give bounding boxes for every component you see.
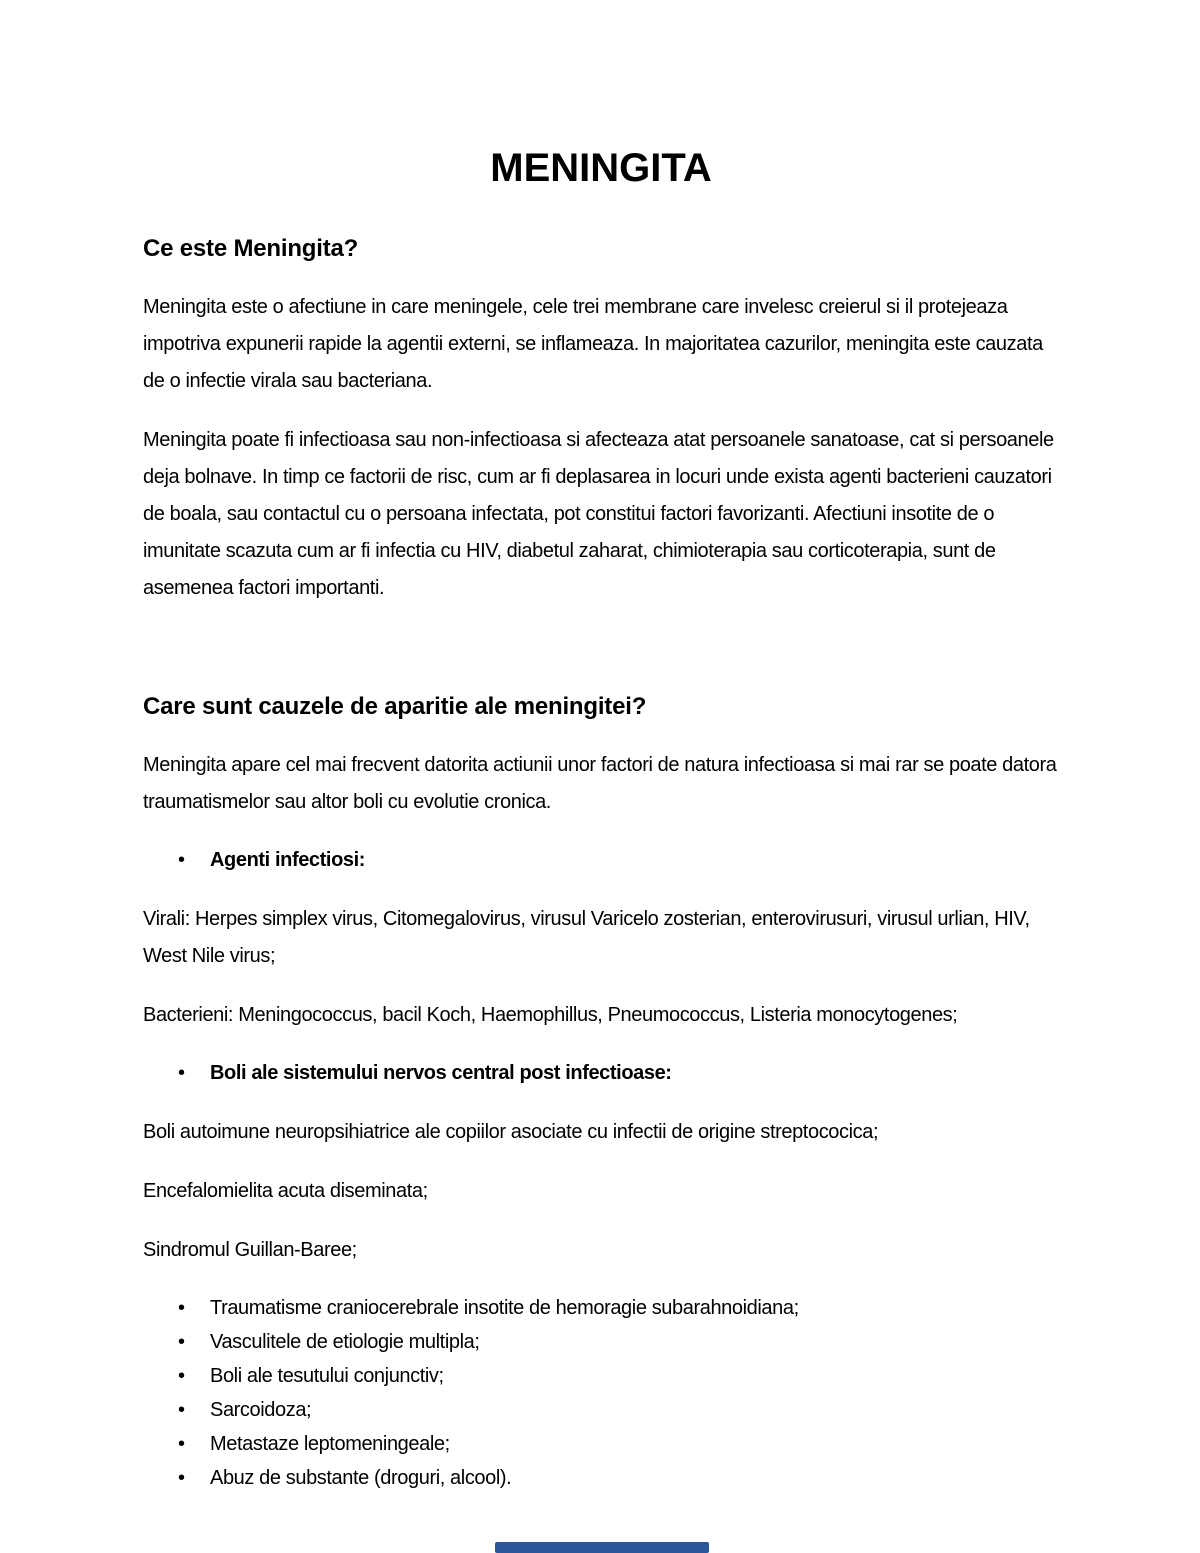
- document-content: [143, 146, 1059, 1495]
- bullet-icon: •: [178, 1062, 186, 1084]
- bullet-icon: •: [178, 1467, 185, 1489]
- paragraph-autoimmune-diseases: Boli autoimune neuropsihiatrice ale copiilor asociate cu infectii de origine streptococica;: [143, 1121, 879, 1143]
- list-item-text: Boli ale tesutului conjunctiv;: [210, 1365, 444, 1387]
- paragraph-bacterial-agents: Bacterieni: Meningococcus, bacil Koch, Haemophillus, Pneumococcus, Listeria monocytogenes;: [143, 1004, 958, 1026]
- paragraph-causes-intro: Meningita apare cel mai frecvent datorita actiunii unor factori de natura infectioasa si mai rar se poate datora traumatismelor sau altor boli cu evolutie cronica.: [143, 754, 1057, 813]
- bullet-icon: •: [178, 1433, 185, 1455]
- list-item: [143, 1359, 1059, 1393]
- bullet-icon: •: [178, 1365, 185, 1387]
- paragraph-guillain-barre: Sindromul Guillan-Baree;: [143, 1239, 357, 1261]
- bullet-item-infectious-agents: [143, 843, 1059, 877]
- heading-what-is-meningitis: Ce este Meningita?: [143, 235, 359, 262]
- list-item-text: Traumatisme craniocerebrale insotite de hemoragie subarahnoidiana;: [210, 1297, 799, 1319]
- paragraph-definition: Meningita este o afectiune in care meningele, cele trei membrane care invelesc creierul si il protejeaza impotriva expunerii rapide la agentii externi, se inflameaza. In majoritatea cazurilor, meningita este cauzata de o infectie virala sau bacteriana.: [143, 296, 1043, 392]
- other-causes-list: [143, 1291, 1059, 1495]
- paragraph-encephalomyelitis: Encefalomielita acuta diseminata;: [143, 1180, 428, 1202]
- list-item-text: Vasculitele de etiologie multipla;: [210, 1331, 480, 1353]
- paragraph-viral-agents: Virali: Herpes simplex virus, Citomegalovirus, virusul Varicelo zosterian, enterovirusuri, virusul urlian, HIV, West Nile virus;: [143, 908, 1030, 967]
- bullet-label-infectious-agents: Agenti infectiosi:: [210, 849, 366, 871]
- list-item: [143, 1427, 1059, 1461]
- bullet-icon: •: [178, 849, 186, 871]
- scroll-indicator-bar[interactable]: [495, 1542, 709, 1553]
- list-item: [143, 1291, 1059, 1325]
- bullet-label-cns-post-infectious: Boli ale sistemului nervos central post infectioase:: [210, 1062, 672, 1084]
- list-item: [143, 1393, 1059, 1427]
- list-item-text: Abuz de substante (droguri, alcool).: [210, 1467, 512, 1489]
- paragraph-risk-factors: Meningita poate fi infectioasa sau non-infectioasa si afecteaza atat persoanele sanatoase, cat si persoanele deja bolnave. In timp ce factorii de risc, cum ar fi deplasarea in locuri unde exista agenti bacterieni cauzatori de boala, sau contactul cu o persoana infectata, pot constitui factori favorizanti. Afectiuni insotite de o imunitate scazuta cum ar fi infectia cu HIV, diabetul zaharat, chimioterapia sau corticoterapia, sunt de asemenea factori importanti.: [143, 429, 1054, 599]
- list-item-text: Metastaze leptomeningeale;: [210, 1433, 450, 1455]
- bullet-item-cns-post-infectious: [143, 1056, 1059, 1090]
- list-item: [143, 1325, 1059, 1359]
- bullet-icon: •: [178, 1297, 185, 1319]
- bullet-icon: •: [178, 1331, 185, 1353]
- bullet-icon: •: [178, 1399, 185, 1421]
- heading-causes: Care sunt cauzele de aparitie ale meningitei?: [143, 693, 647, 720]
- list-item: [143, 1461, 1059, 1495]
- list-item-text: Sarcoidoza;: [210, 1399, 312, 1421]
- document-title: MENINGITA: [490, 146, 712, 190]
